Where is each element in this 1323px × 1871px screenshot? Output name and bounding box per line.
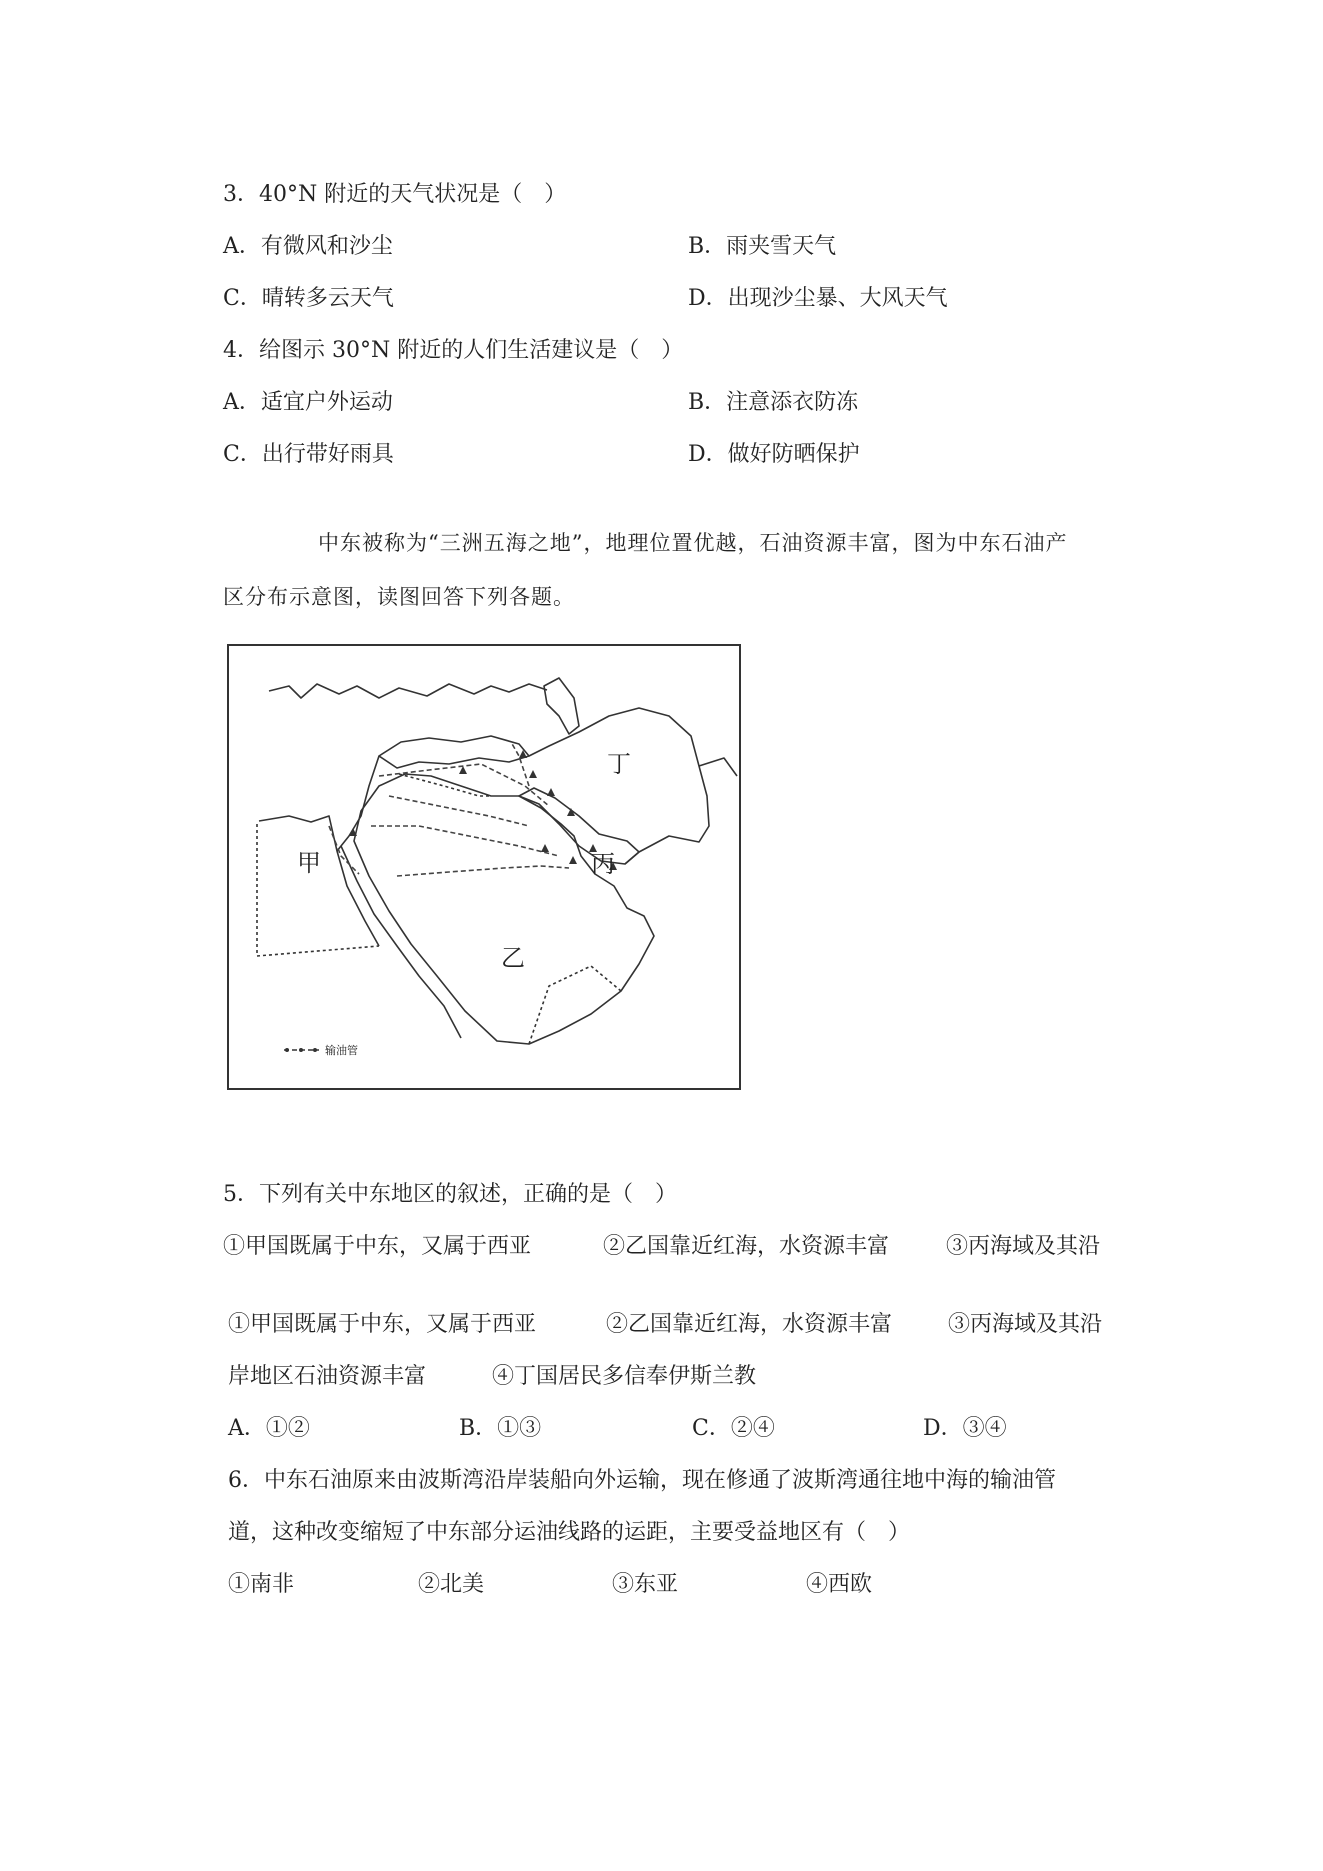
map-iran-east <box>699 758 737 776</box>
q6-stem-line-2: 道，这种改变缩短了中东部分运油线路的运距，主要受益地区有（ ） <box>228 1520 911 1545</box>
q6-stem-line-1: 6．中东石油原来由波斯湾沿岸装船向外运输，现在修通了波斯湾通往地中海的输油管 <box>228 1468 1056 1493</box>
q5-option-c: C．②④ <box>692 1416 775 1441</box>
map-red-sea-west <box>341 846 461 1038</box>
q5-item-3-cont: 岸地区石油资源丰富 <box>228 1364 427 1389</box>
q4-option-a: A．适宜户外运动 <box>223 390 393 415</box>
map-coast-levant <box>337 756 379 851</box>
map-caspian <box>544 678 579 734</box>
q5-item-1: ①甲国既属于中东，又属于西亚 <box>228 1312 537 1337</box>
q6-item-1: ①南非 <box>228 1572 295 1597</box>
map-border-egypt <box>257 824 379 956</box>
legend-label: 输油管 <box>325 1044 358 1057</box>
pipeline-3 <box>389 796 529 826</box>
q3-option-b: B．雨夹雪天气 <box>688 234 837 259</box>
map-iran <box>529 708 709 864</box>
oilfield-marker <box>569 856 577 864</box>
q3-option-d: D．出现沙尘暴、大风天气 <box>688 286 948 311</box>
map-border-yemen <box>529 966 621 1044</box>
map-label-bing: 丙 <box>591 850 615 878</box>
q4-option-b: B．注意添衣防冻 <box>688 390 859 415</box>
pipeline-4 <box>397 866 569 876</box>
oilfield-marker <box>547 788 555 796</box>
q5-option-a: A．①② <box>228 1416 310 1441</box>
q4-option-c: C．出行带好雨具 <box>223 442 394 467</box>
map-coast-north <box>269 684 547 698</box>
q4-stem: 4．给图示 30°N 附近的人们生活建议是（ ） <box>223 338 684 363</box>
q5-item-2: ②乙国靠近红海，水资源丰富 <box>606 1312 893 1337</box>
q3-stem: 3．40°N 附近的天气状况是（ ） <box>223 182 567 207</box>
q5-dup-item-2: ②乙国靠近红海，水资源丰富 <box>603 1234 890 1259</box>
map-label-jia: 甲 <box>297 849 321 877</box>
map-label-ding: 丁 <box>607 750 631 778</box>
oilfield-marker <box>541 844 549 852</box>
q6-item-3: ③东亚 <box>612 1572 679 1597</box>
q6-item-2: ②北美 <box>418 1572 485 1597</box>
map-border-interior <box>399 774 491 796</box>
oilfield-marker <box>529 770 537 778</box>
pipeline-6 <box>511 742 529 786</box>
q3-option-a: A．有微风和沙尘 <box>223 234 393 259</box>
q5-option-d: D．③④ <box>923 1416 1007 1441</box>
q4-option-d: D．做好防晒保护 <box>688 442 860 467</box>
q5-item-4: ④丁国居民多信奉伊斯兰教 <box>492 1364 757 1389</box>
q5-dup-item-1: ①甲国既属于中东，又属于西亚 <box>223 1234 532 1259</box>
q5-option-b: B．①③ <box>459 1416 542 1441</box>
map-drawing <box>229 646 739 1088</box>
q6-item-4: ④西欧 <box>806 1572 873 1597</box>
map-arabia <box>354 774 654 1044</box>
pipeline-2 <box>371 826 559 856</box>
q5-item-3: ③丙海域及其沿 <box>948 1312 1103 1337</box>
middle-east-oil-map <box>227 644 741 1090</box>
q3-option-c: C．晴转多云天气 <box>223 286 394 311</box>
intro-line-2: 区分布示意图，读图回答下列各题。 <box>223 585 575 609</box>
q5-dup-item-3: ③丙海域及其沿 <box>946 1234 1101 1259</box>
map-label-yi: 乙 <box>501 944 525 972</box>
map-coast-turkey <box>379 736 529 768</box>
intro-line-1: 中东被称为“三洲五海之地”，地理位置优越，石油资源丰富，图为中东石油产 <box>318 531 1068 555</box>
map-legend <box>284 1043 358 1057</box>
map-coast-egypt <box>259 816 379 946</box>
q5-stem: 5．下列有关中东地区的叙述，正确的是（ ） <box>223 1182 677 1207</box>
